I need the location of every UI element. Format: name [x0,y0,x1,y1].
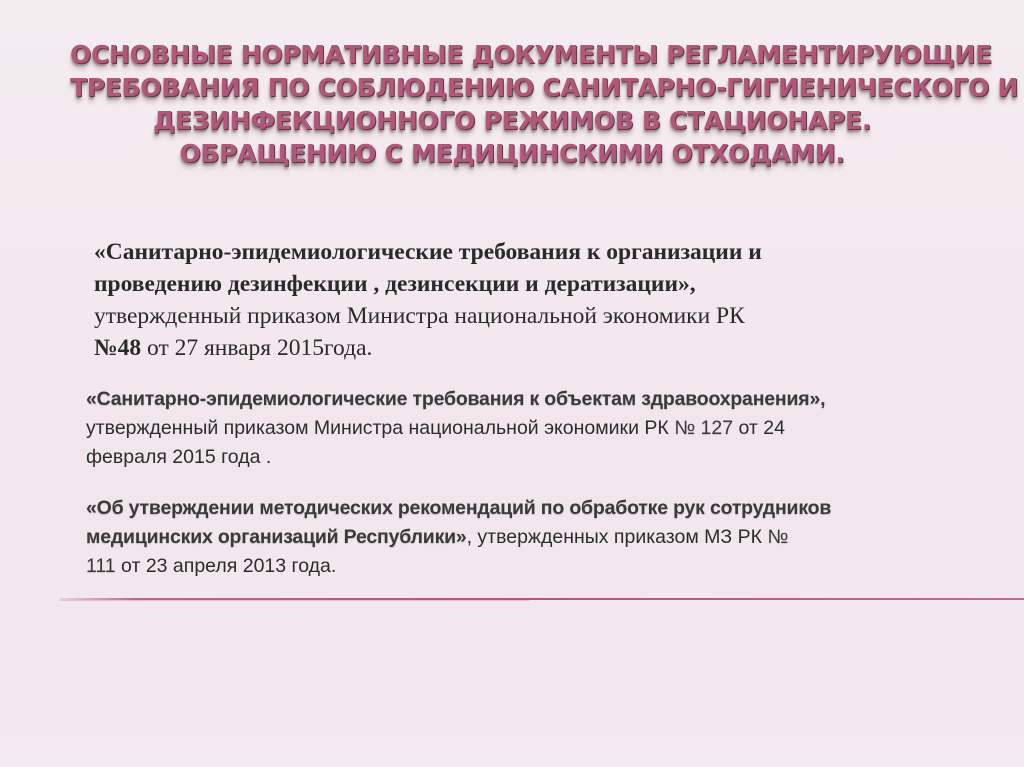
title-line-2: ТРЕБОВАНИЯ ПО СОБЛЮДЕНИЮ САНИТАРНО-ГИГИЕНИЧЕСКОГО И [70,73,1019,102]
title-line-1: ОСНОВНЫЕ НОРМАТИВНЫЕ ДОКУМЕНТЫ РЕГЛАМЕНТИРУЮЩИЕ [70,40,992,69]
doc2-approval-text: утвержденный приказом Министра национальной экономики РК [86,417,675,439]
doc3-date-line [86,552,966,581]
document-entry-3 [86,494,966,581]
doc3-number-sign: № [767,526,789,548]
doc3-title-line-1: «Об утверждении методических рекомендаций по обработке рук сотрудников [86,497,832,519]
document-entry-1 [94,236,954,364]
doc1-number-line [94,332,954,364]
doc2-title: «Санитарно-эпидемиологические требования к объектам здравоохранения», [86,388,826,410]
slide-title [70,38,1019,170]
title-line-3: ДЕЗИНФЕКЦИОННОГО РЕЖИМОВ В СТАЦИОНАРЕ. [152,106,872,135]
doc1-date: от 27 января 2015года. [141,335,373,361]
doc3-date: от 23 апреля 2013 года. [115,555,337,577]
doc2-date-start: от 24 [733,417,785,439]
doc2-approval-line [86,414,966,443]
doc1-number: №48 [94,335,142,361]
doc3-title-line-2: медицинских организаций Республики» [86,526,467,548]
title-line-4: ОБРАЩЕНИЮ С МЕДИЦИНСКИМИ ОТХОДАМИ. [179,139,845,168]
doc1-title-line-1: «Санитарно-эпидемиологические требования к организации и [94,239,762,265]
document-entry-2 [86,385,966,472]
doc3-number: 111 [86,555,116,577]
doc2-date-line: февраля 2015 года . [86,446,272,468]
doc1-approval-line: утвержденный приказом Министра национальной экономики РК [94,303,745,329]
doc3-title-line-2-row [86,523,966,552]
doc1-title-line-2: проведению дезинфекции , дезинсекции и дератизации», [94,271,696,297]
divider-shadow [60,600,530,601]
doc3-approval-text: , утвержденных приказом МЗ РК [466,526,768,548]
doc2-number: № 127 [674,417,734,439]
